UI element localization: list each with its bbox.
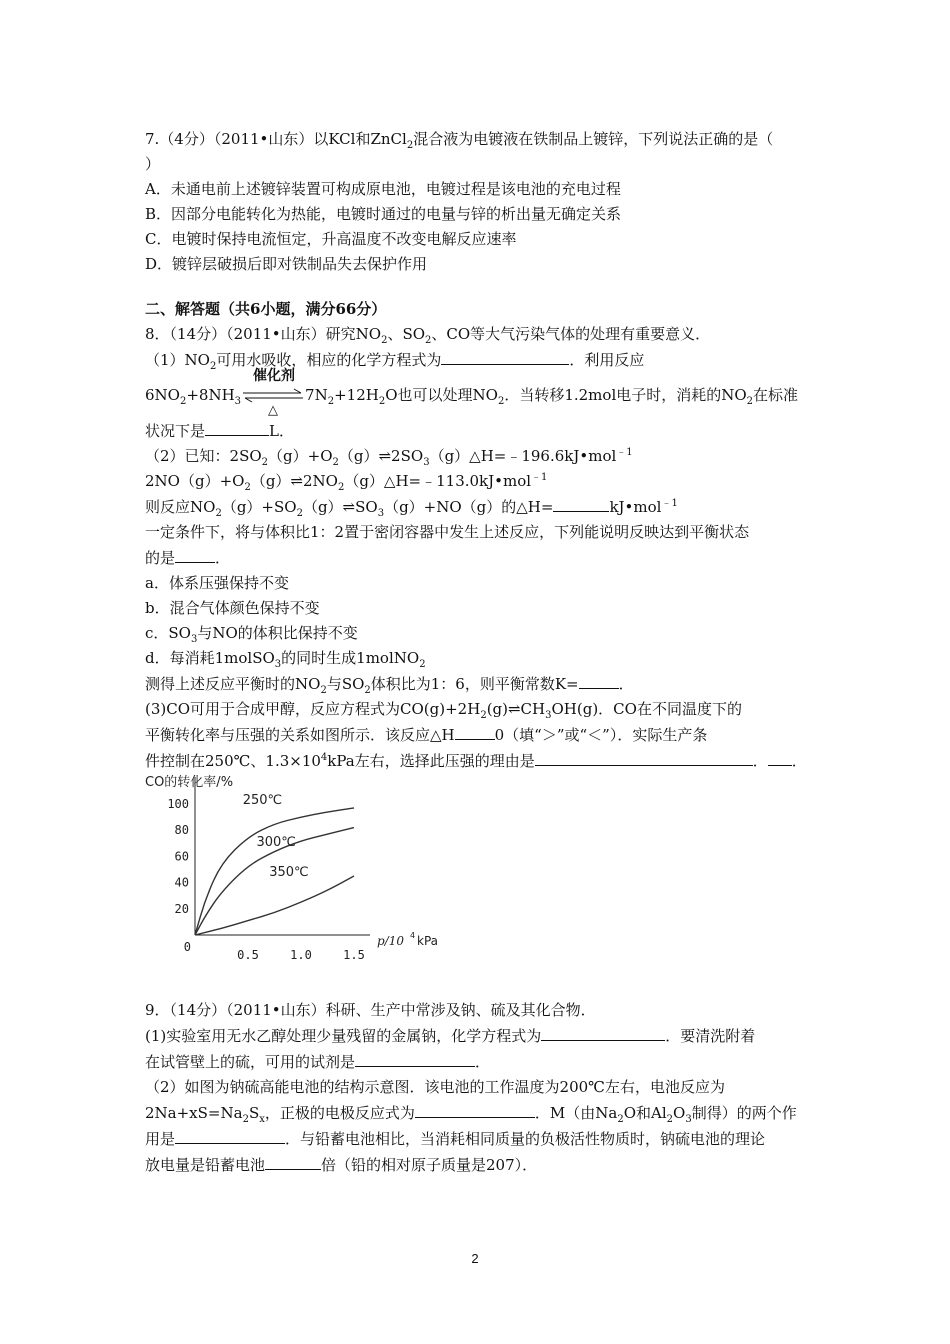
answer-blank[interactable]	[415, 1100, 535, 1118]
answer-blank[interactable]	[205, 418, 269, 436]
q8-part2-eq3: 则反应$NO_2(g)+SO_2(g)\rightleftharpoons SO_3(g)+NO(g)$的△H= kJ•mol$^{﹣1}$	[145, 494, 810, 520]
q7-option-b: B．因部分电能转化为热能，电镀时通过的电量与锌的析出量无确定关系	[145, 205, 622, 223]
answer-blank[interactable]	[553, 494, 609, 512]
series-label-1: 300℃	[256, 834, 296, 850]
x-tick-label: 0.5	[237, 948, 259, 962]
q8-option-c: c．$SO_3$与NO的体积比保持不变	[145, 624, 358, 645]
q7-option-c: C．电镀时保持电流恒定，升高温度不改变电解反应速率	[145, 230, 517, 248]
answer-blank[interactable]	[535, 748, 753, 766]
y-tick-label: 100	[167, 797, 189, 811]
q8-part1-end: 状况下是 L．	[145, 418, 810, 444]
q7-option-d: D．镀锌层破损后即对铁制品失去保护作用	[145, 255, 428, 273]
answer-blank[interactable]	[175, 545, 215, 563]
q9-stem: 9．（14分）（2011•山东）科研、生产中常涉及钠、硫及其化合物．	[145, 1001, 596, 1019]
answer-blank[interactable]	[441, 347, 569, 365]
x-axis-label-exponent: 4	[410, 931, 416, 940]
y-axis-label: CO的转化率/%	[145, 775, 234, 790]
conversion-chart	[145, 772, 455, 962]
q8-part2-eq1: （2）已知：$2SO_2(g)+O_2(g)\rightleftharpoons 2SO_3(g)\triangle H=﹣196.6kJ•mol^{﹣1}$	[145, 447, 633, 468]
answer-blank[interactable]	[175, 1126, 285, 1144]
y-tick-label: 60	[174, 849, 189, 864]
answer-blank[interactable]	[579, 671, 619, 689]
origin-label: 0	[183, 940, 191, 954]
q8-part2-text: 一定条件下，将与体积比1：2置于密闭容器中发生上述反应，下列能说明反映达到平衡状态	[145, 523, 750, 541]
q8-part1: $(1)NO_2$可用水吸收，相应的化学方程式为 ．利用反应	[145, 347, 810, 373]
y-tick-label: 40	[174, 875, 189, 890]
answer-blank[interactable]	[455, 722, 495, 740]
q9-part1: (1)实验室用无水乙醇处理少量残留的金属钠，化学方程式为 ．要清洗附着	[145, 1023, 810, 1049]
q9-part2-d: 放电量是铅蓄电池 倍（铅的相对原子质量是207）．	[145, 1152, 810, 1178]
series-line-2	[195, 876, 354, 935]
q9-part2-b: $2Na+xS=Na_2S_x$，正极的电极反应式为 ．M（由$Na_2O$和$Al_2O_3$制得）的两个作	[145, 1100, 810, 1126]
y-tick-label: 80	[174, 823, 189, 838]
q7-option-a: A．未通电前上述镀锌装置可构成原电池，电镀过程是该电池的充电过程	[145, 180, 621, 198]
q8-part3-line1: (3)CO可用于合成甲醇，反应方程式为$CO(g)+2H_2(g)\rightleftharpoons CH_3OH(g)$．CO在不同温度下的	[145, 700, 742, 721]
q8-part2-text-end: 的是 ．	[145, 545, 810, 571]
q8-part3-line3: 件控制在250℃、$1.3\times 10^4kPa$左右，选择此压强的理由是 ． ．	[145, 748, 810, 774]
document-body	[145, 122, 810, 774]
q7-stem-end: ）	[145, 155, 161, 173]
section-2-title: 二、解答题（共6小题，满分66分）	[145, 300, 387, 318]
chart-svg	[145, 772, 455, 962]
answer-blank[interactable]	[541, 1023, 665, 1041]
reversible-arrow-icon: 催化剂 △	[241, 386, 305, 406]
q8-reaction-line: $6NO_2+8NH_3$ 催化剂 △ $7N_2+12H_2O$也可以处理$NO_2$．当转移1.2mol电子时，消耗的$NO_2$在标准	[145, 368, 799, 418]
q9-part1-end: 在试管壁上的硫，可用的试剂是 ．	[145, 1049, 810, 1075]
q8-part3-line2: 平衡转化率与压强的关系如图所示．该反应△H 0（填“＞”或“＜”）．实际生产条	[145, 722, 810, 748]
answer-blank[interactable]	[355, 1049, 475, 1067]
q8-stem: 8．（14分）（2011•山东）研究$NO_2$、$SO_2$、CO等大气污染气体的处理有重要意义．	[145, 325, 711, 346]
q9-part2: （2）如图为钠硫高能电池的结构示意图．该电池的工作温度为200℃左右，电池反应为	[145, 1078, 725, 1096]
q7-stem: 7.（4分）（2011•山东）以KCl和ZnCl$_2$混合液为电镀液在铁制品上镀锌，下列说法正确的是（	[145, 130, 774, 151]
q8-option-a: a．体系压强保持不变	[145, 574, 289, 592]
q8-part2-eq2: $2NO(g)+O_2(g)\rightleftharpoons 2NO_2(g)\triangle H=﹣113.0kJ•mol^{﹣1}$	[145, 472, 548, 493]
y-tick-label: 20	[174, 901, 189, 916]
q9-block	[145, 998, 810, 1178]
answer-blank[interactable]	[265, 1152, 321, 1170]
series-label-2: 350℃	[269, 865, 309, 881]
q8-part2-k: 测得上述反应平衡时的$NO_2$与$SO_2$体积比为1：6，则平衡常数K= ．	[145, 671, 810, 697]
x-axis-label: p/10	[377, 934, 404, 948]
q8-option-b: b．混合气体颜色保持不变	[145, 599, 320, 617]
x-tick-label: 1.0	[290, 948, 312, 962]
x-tick-label: 1.5	[343, 948, 365, 962]
series-label-0: 250℃	[242, 793, 283, 808]
x-axis-label-unit: kPa	[417, 934, 438, 948]
answer-blank[interactable]	[768, 748, 792, 766]
page-number: 2	[471, 1251, 479, 1266]
q9-part2-c: 用是 ．与铅蓄电池相比，当消耗相同质量的负极活性物质时，钠硫电池的理论	[145, 1126, 810, 1152]
q8-option-d: d．每消耗1molSO$_3$的同时生成1molNO$_2$	[145, 649, 426, 670]
